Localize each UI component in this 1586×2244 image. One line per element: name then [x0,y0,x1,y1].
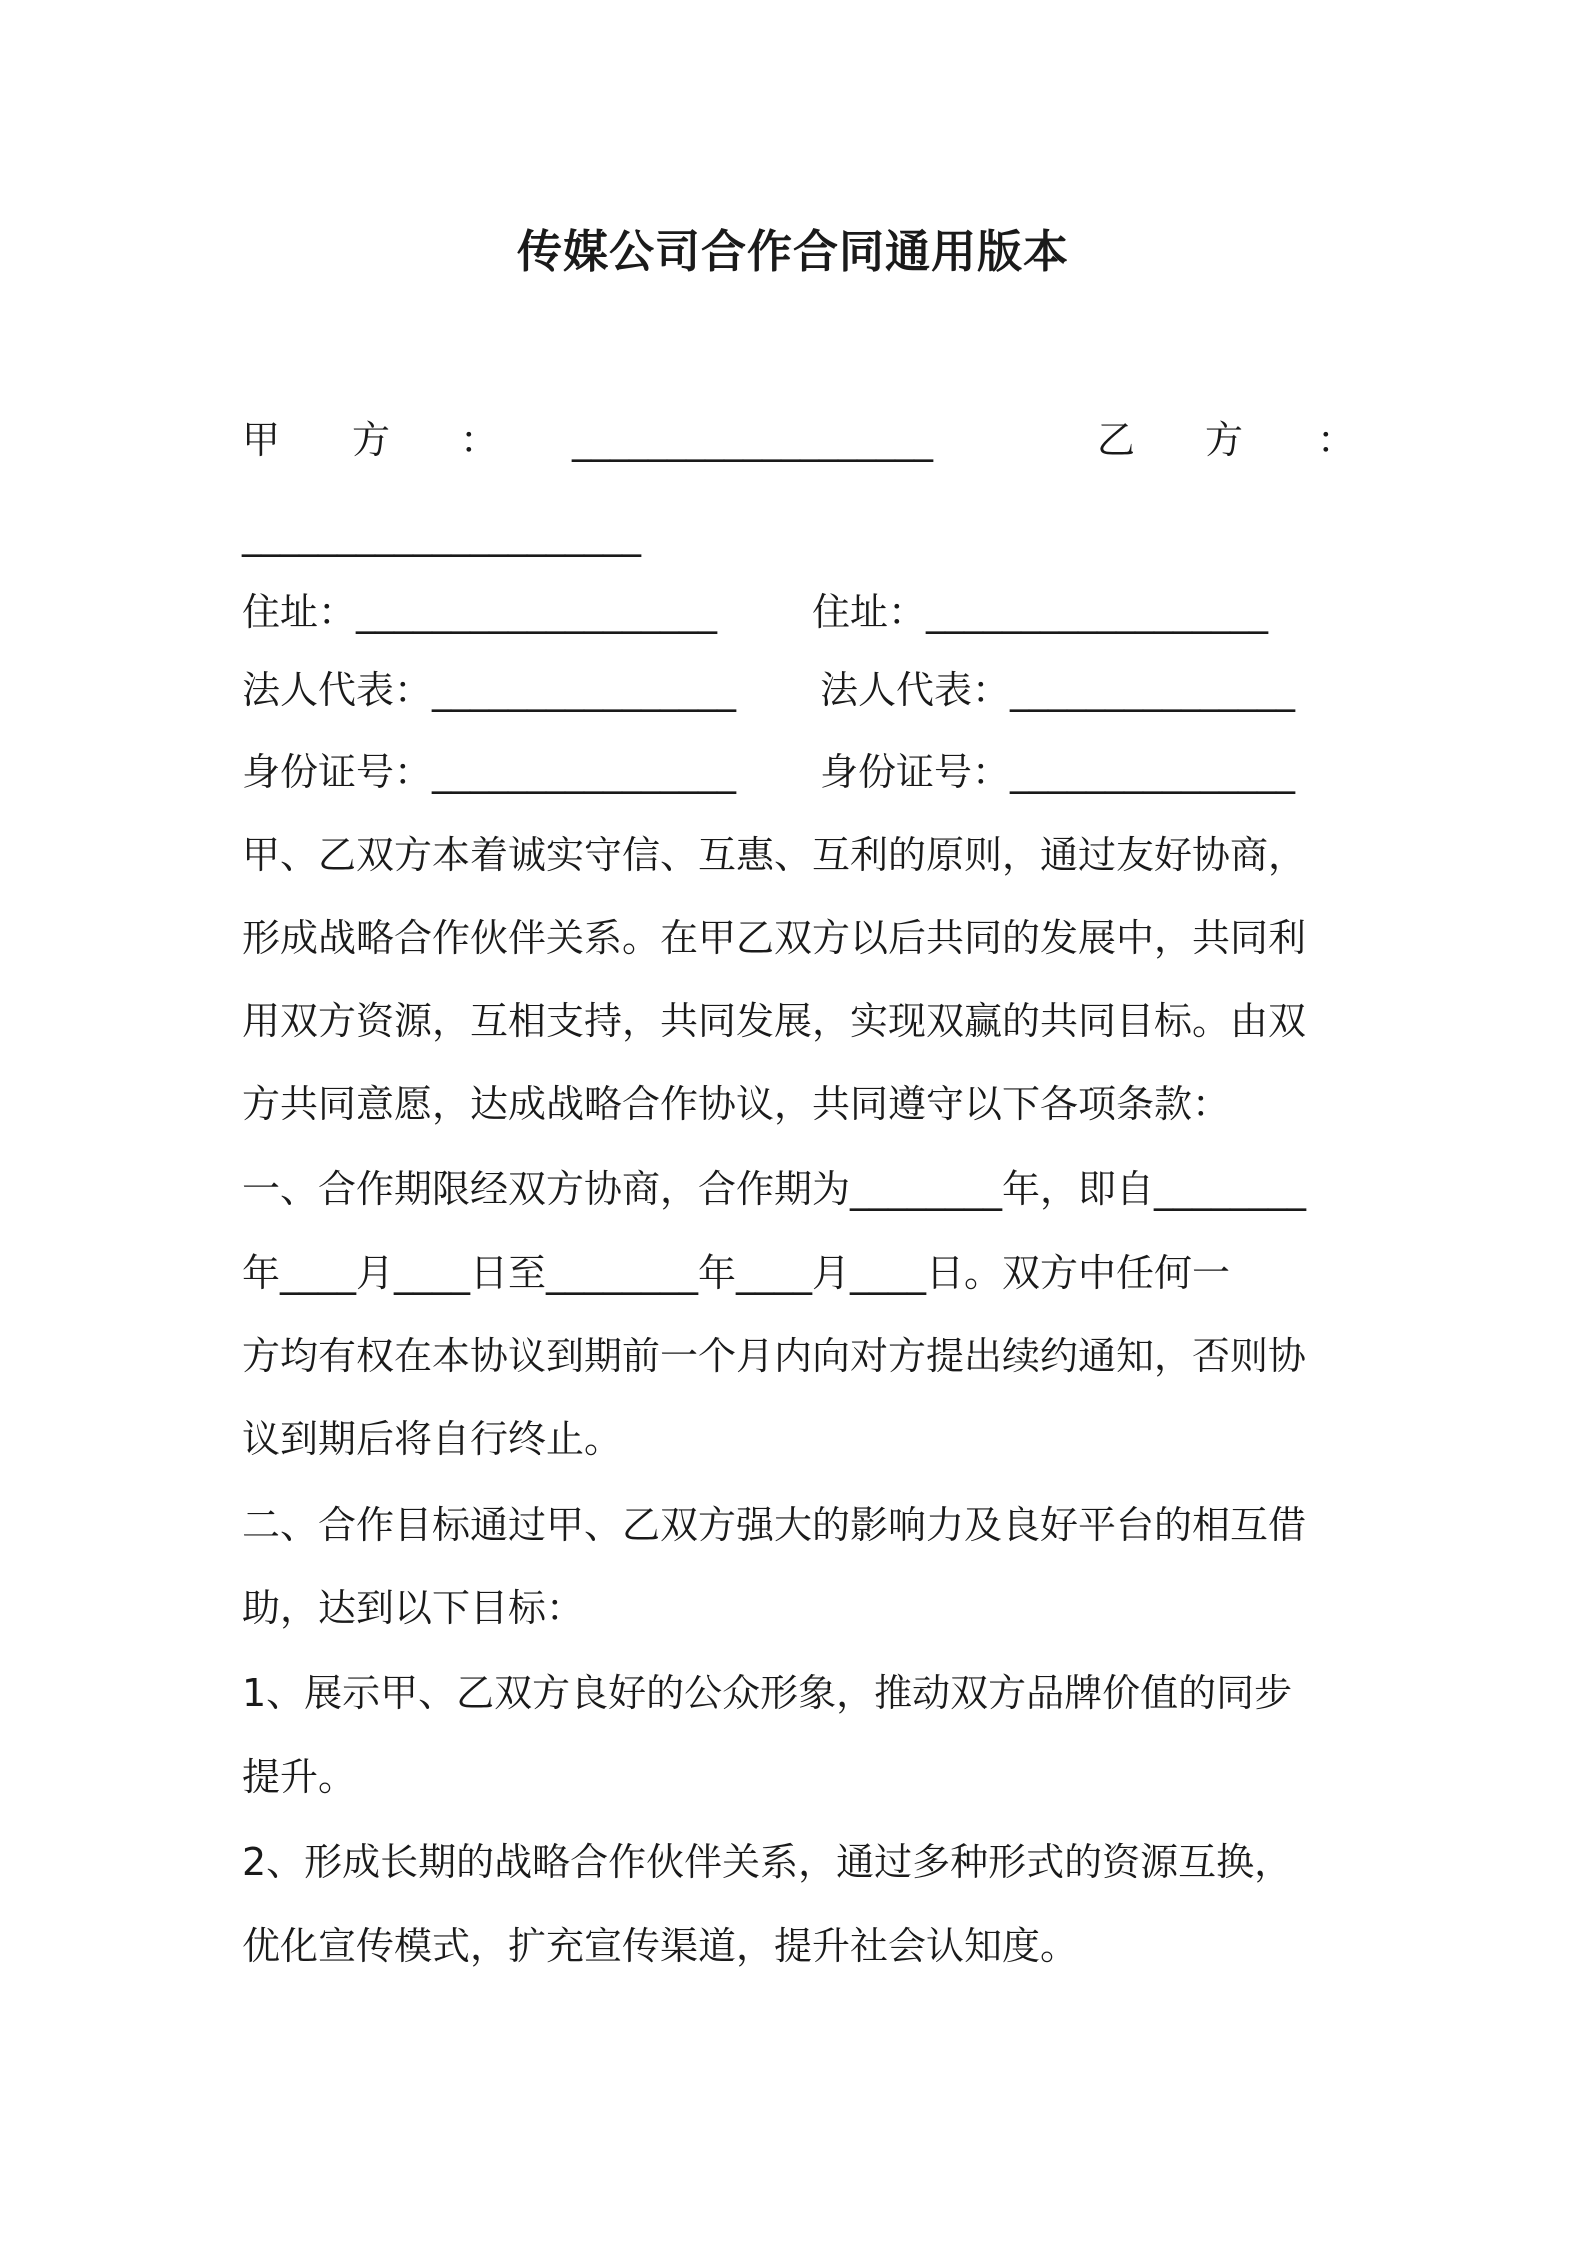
party-a-label-char-1: 甲 [242,418,281,462]
id-number-row [242,745,1352,800]
party-b-label-char-2: 方 [1205,418,1244,462]
paragraph-line: 一、合作期限经双方协商，合作期为________年，即自________ [242,1167,1307,1211]
document-title: 传媒公司合作合同通用版本 [516,225,1069,278]
paragraph-line: 提升。 [242,1755,357,1799]
legal-rep-a: 法人代表：________________ [242,668,737,712]
paragraph-line: 方共同意愿，达成战略合作协议，共同遵守以下各项条款： [242,1082,1231,1126]
party-b-blank: _____________________ [242,513,641,557]
legal-rep-b: 法人代表：_______________ [820,668,1296,712]
paragraph-line: 方均有权在本协议到期前一个月内向对方提出续约通知，否则协 [242,1334,1307,1378]
legal-rep-row [242,663,1352,718]
paragraph-line: 1、展示甲、乙双方良好的公众形象，推动双方品牌价值的同步 [242,1671,1293,1715]
address-b: 住址：__________________ [812,590,1269,634]
paragraph-line: 二、合作目标通过甲、乙双方强大的影响力及良好平台的相互借 [242,1503,1307,1547]
party-b-colon: ： [1317,418,1356,462]
paragraph-line: 甲、乙双方本着诚实守信、互惠、互利的原则，通过友好协商， [242,833,1307,877]
paragraph-line: 优化宣传模式，扩充宣传渠道，提升社会认知度。 [242,1924,1079,1968]
party-row [242,410,1356,470]
party-b-blank-row [242,505,1352,565]
paragraph-line: 2、形成长期的战略合作伙伴关系，通过多种形式的资源互换， [242,1840,1293,1884]
party-a-blank: ___________________ [572,418,933,462]
id-number-b: 身份证号：_______________ [820,750,1296,794]
id-number-a: 身份证号：________________ [242,750,737,794]
paragraph-line: 用双方资源，互相支持，共同发展，实现双赢的共同目标。由双 [242,999,1307,1043]
paragraph-line: 年____月____日至________年____月____日。双方中任何一 [242,1251,1231,1295]
party-a-label-char-2: 方 [352,418,391,462]
paragraph-line: 议到期后将自行终止。 [242,1417,623,1461]
paragraph-line: 助，达到以下目标： [242,1586,585,1630]
address-row [242,585,1352,640]
address-a: 住址：___________________ [242,590,718,634]
party-b-label-char-1: 乙 [1097,418,1136,462]
party-a-colon: ： [460,418,499,462]
paragraph-line: 形成战略合作伙伴关系。在甲乙双方以后共同的发展中，共同利 [242,916,1307,960]
